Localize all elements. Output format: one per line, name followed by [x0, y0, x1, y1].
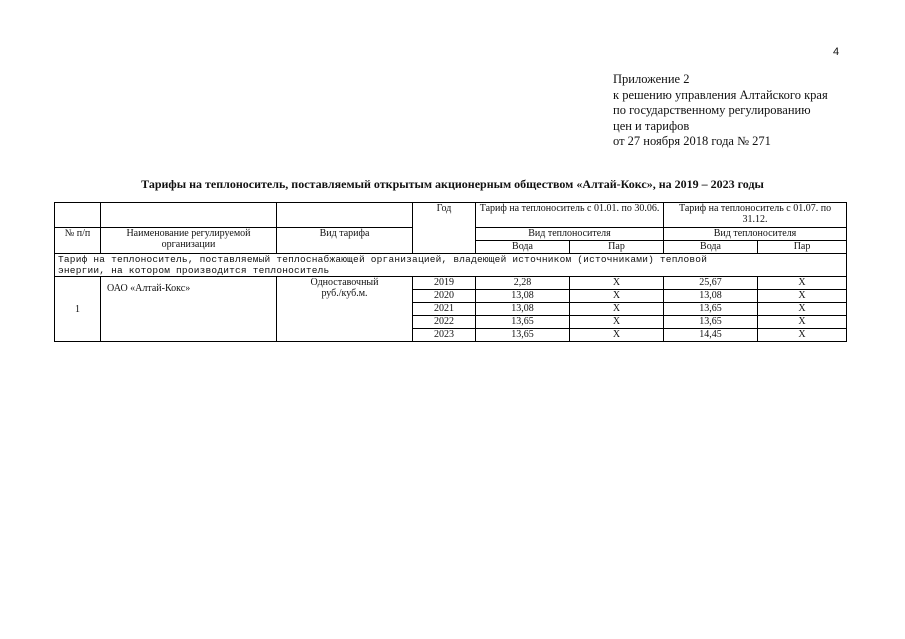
appendix-line: к решению управления Алтайского края [613, 87, 828, 102]
appendix-line: по государственному регулированию [613, 103, 811, 117]
header-year: Год [413, 203, 476, 254]
header-steam-1: Пар [570, 241, 664, 254]
p2-steam-cell: Х [758, 316, 847, 329]
p1-steam-cell: Х [570, 316, 664, 329]
p2-steam-cell: Х [758, 303, 847, 316]
p2-water-cell: 25,67 [664, 277, 758, 290]
year-cell: 2020 [413, 290, 476, 303]
p1-water-cell: 13,08 [476, 290, 570, 303]
appendix-line: цен и тарифов [613, 118, 690, 133]
p2-water-cell: 13,08 [664, 290, 758, 303]
appendix-block [613, 72, 828, 150]
table-row [55, 277, 847, 290]
header-row-1 [55, 203, 847, 228]
header-num: № п/п [55, 228, 101, 254]
org-name: ОАО «Алтай-Кокс» [101, 277, 277, 342]
p1-steam-cell: Х [570, 277, 664, 290]
header-cell-empty [277, 203, 413, 228]
document-title: Тарифы на теплоноситель, поставляемый открытым акционерным обществом «Алтай-Кокс», на 2019 – 2023 годы [141, 177, 764, 191]
section-caption [55, 254, 847, 277]
header-carrier-type-1: Вид теплоносителя [476, 228, 664, 241]
p1-water-cell: 13,65 [476, 329, 570, 342]
p2-water-cell: 14,45 [664, 329, 758, 342]
p1-steam-cell: Х [570, 303, 664, 316]
p2-steam-cell: Х [758, 290, 847, 303]
page-number: 4 [833, 46, 840, 58]
header-water-1: Вода [476, 241, 570, 254]
header-cell-empty [101, 203, 277, 228]
p1-steam-cell: Х [570, 290, 664, 303]
row-num: 1 [55, 277, 101, 342]
p1-water-cell: 13,65 [476, 316, 570, 329]
header-tariff-type: Вид тарифа [277, 228, 413, 254]
section-caption-line: энергии, на котором производится теплоноситель [58, 265, 330, 276]
tariff-type-unit: руб./куб.м. [321, 288, 368, 299]
header-water-2: Вода [664, 241, 758, 254]
p2-steam-cell: Х [758, 277, 847, 290]
section-row [55, 254, 847, 277]
tariff-type-name: Одноставочный [310, 277, 379, 288]
p2-steam-cell: Х [758, 329, 847, 342]
p1-steam-cell: Х [570, 329, 664, 342]
p2-water-cell: 13,65 [664, 316, 758, 329]
tariff-type [277, 277, 413, 342]
year-cell: 2021 [413, 303, 476, 316]
header-org: Наименование регулируемой организации [101, 228, 277, 254]
section-caption-line: Тариф на теплоноситель, поставляемый теплоснабжающей организацией, владеющей источником (источниками) тепловой [58, 254, 708, 265]
header-carrier-type-2: Вид теплоносителя [664, 228, 847, 241]
year-cell: 2022 [413, 316, 476, 329]
year-cell: 2019 [413, 277, 476, 290]
p1-water-cell: 13,08 [476, 303, 570, 316]
header-period-1: Тариф на теплоноситель с 01.01. по 30.06. [476, 203, 664, 228]
year-cell: 2023 [413, 329, 476, 342]
appendix-line: от 27 ноября 2018 года № 271 [613, 134, 771, 148]
tariff-table [54, 202, 847, 342]
header-cell-empty [55, 203, 101, 228]
appendix-line: Приложение 2 [613, 72, 690, 86]
p1-water-cell: 2,28 [476, 277, 570, 290]
header-steam-2: Пар [758, 241, 847, 254]
p2-water-cell: 13,65 [664, 303, 758, 316]
header-period-2: Тариф на теплоноситель с 01.07. по 31.12. [664, 203, 847, 228]
